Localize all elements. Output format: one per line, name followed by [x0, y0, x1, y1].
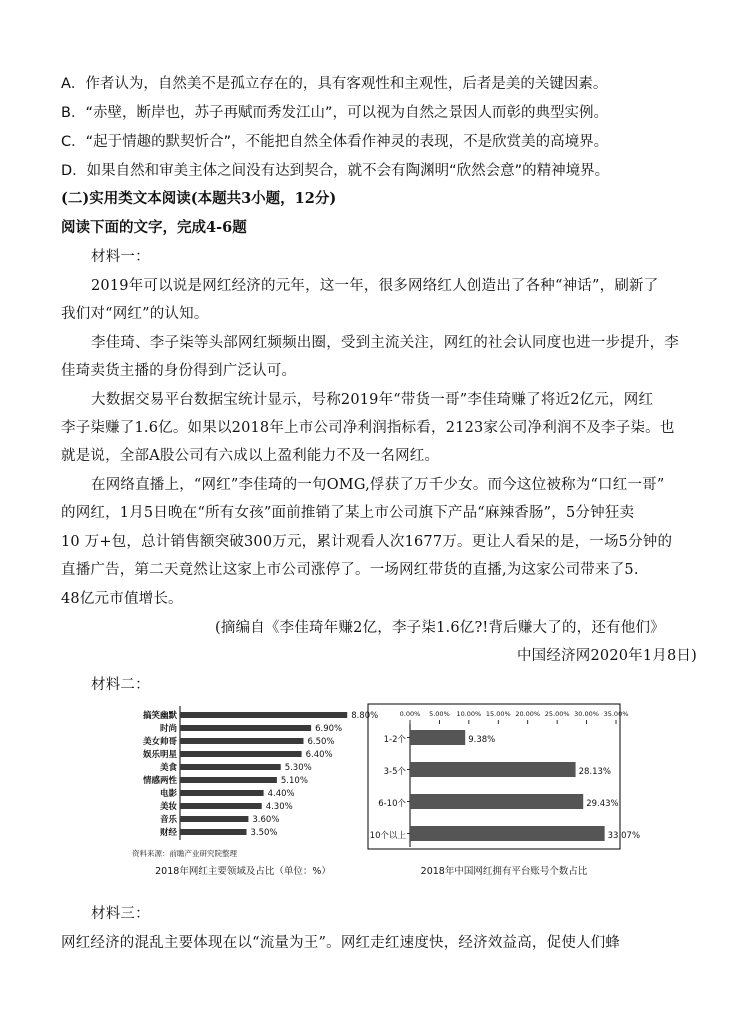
category-label: 6-10个: [378, 799, 406, 809]
category-label: 美女帅哥: [142, 737, 177, 747]
value-label: 33.07%: [607, 831, 641, 841]
value-label: 6.50%: [307, 737, 335, 747]
category-label: 美食: [159, 763, 177, 773]
bar: [410, 762, 576, 777]
value-label: 6.90%: [315, 724, 343, 734]
m3-line: 网红经济的混乱主要体现在以“流量为王”。网红走红速度快，经济效益高，促使人们蜂: [61, 935, 621, 951]
chart-title: 2018年中国网红拥有平台账号个数占比: [420, 866, 588, 877]
m1-line: 大数据交易平台数据宝统计显示，号称2019年“带货一哥”李佳琦赚了将近2亿元，网红: [91, 392, 654, 408]
source-citation: (摘编自《李佳琦年赚2亿，李子柒1.6亿?!背后赚大了的，还有他们》: [215, 620, 665, 636]
category-label: 音乐: [159, 815, 177, 825]
chart-source-note: 资料来源：前瞻产业研究院整理: [132, 849, 237, 858]
bar: [410, 730, 465, 745]
m1-line: 10 万+包，总计销售额突破300万元，累计观看人次1677万。更让人看呆的是，一场5分钟的: [61, 534, 673, 550]
category-label: 3-5个: [383, 767, 406, 777]
instruction: 阅读下面的文字，完成4-6题: [61, 219, 247, 236]
m1-line: 在网络直播上，“网红”李佳琦的一句OMG,俘获了万千少女。而今这位被称为“口红一哥”: [91, 477, 665, 493]
tick-label: 20.00%: [515, 710, 541, 718]
m1-line: 48亿元市值增长。: [61, 591, 183, 607]
category-label: 情感两性: [142, 776, 177, 786]
value-label: 9.38%: [468, 735, 496, 745]
m1-line: 佳琦卖货主播的身份得到广泛认可。: [61, 363, 297, 379]
value-label: 6.40%: [305, 750, 333, 760]
bar: [180, 803, 262, 809]
category-label: 10个以上: [369, 831, 406, 841]
m1-line: 李佳琦、李子柒等头部网红频频出圈，受到主流关注，网红的社会认同度也进一步提升，李: [91, 335, 679, 351]
material1-label: 材料一：: [91, 249, 150, 265]
chart-title: 2018年网红主要领域及占比（单位：%）: [155, 866, 331, 877]
category-label: 时尚: [159, 724, 177, 734]
value-label: 5.10%: [280, 776, 308, 786]
bar: [180, 816, 248, 822]
material3-label: 材料三：: [91, 906, 150, 922]
m1-line: 直播广告，第二天竟然让这家上市公司涨停了。一场网红带货的直播,为这家公司带来了5.: [61, 562, 639, 578]
m1-line: 就是说，全部A股公司有六成以上盈利能力不及一名网红。: [61, 448, 440, 464]
category-label: 电影: [159, 789, 177, 799]
option-b: B．“赤壁，断岸也，苏子再赋而秀发江山”，可以视为自然之景因人而彰的典型实例。: [61, 105, 608, 121]
tick-label: 0.00%: [399, 710, 421, 718]
tick-label: 30.00%: [574, 710, 599, 718]
category-label: 娱乐明星: [142, 750, 177, 760]
bar: [180, 712, 347, 718]
tick-label: 5.00%: [429, 710, 450, 718]
category-label: 美妆: [159, 802, 177, 812]
value-label: 5.30%: [284, 763, 312, 773]
category-label: 1-2个: [383, 735, 406, 745]
m1-line: 我们对“网红”的认知。: [61, 306, 209, 322]
bar: [410, 826, 605, 841]
tick-label: 25.00%: [544, 710, 570, 718]
m1-line: 的网红，1月5日晚在“所有女孩”面前推销了某上市公司旗下产品“麻辣香肠”，5分钟狂卖: [61, 505, 635, 521]
tick-label: 10.00%: [456, 710, 482, 718]
value-label: 8.80%: [351, 711, 379, 721]
m1-line: 李子柒赚了1.6亿。如果以2018年上市公司净利润指标看，2123家公司净利润不及李子柒。也: [61, 420, 675, 436]
value-label: 3.50%: [250, 828, 278, 838]
section-title: (二)实用类文本阅读(本题共3小题，12分): [61, 190, 337, 207]
value-label: 4.40%: [267, 789, 295, 799]
bar: [180, 751, 302, 757]
tick-label: 15.00%: [485, 710, 511, 718]
tick-label: 35.00%: [603, 710, 629, 718]
value-label: 3.60%: [252, 815, 280, 825]
option-d: D．如果自然和审美主体之间没有达到契合，就不会有陶渊明“欣然会意”的精神境界。: [61, 163, 610, 179]
category-label: 搞笑幽默: [142, 711, 177, 721]
bar: [410, 794, 583, 809]
value-label: 28.13%: [578, 767, 611, 777]
bar: [180, 829, 247, 835]
option-c: C．“起于情趣的默契忻合”，不能把自然全体看作神灵的表现，不是欣赏美的高境界。: [61, 134, 609, 150]
value-label: 4.30%: [265, 802, 293, 812]
chart-accounts: [366, 702, 641, 882]
category-label: 财经: [159, 828, 177, 838]
m1-line: 2019年可以说是网红经济的元年，这一年，很多网络红人创造出了各种“神话”，刷新了: [91, 278, 659, 294]
option-a: A．作者认为，自然美不是孤立存在的，具有客观性和主观性，后者是美的关键因素。: [61, 76, 608, 92]
material2-label: 材料二：: [91, 677, 150, 693]
chart-domains: [118, 702, 379, 882]
value-label: 29.43%: [586, 799, 619, 809]
bar: [180, 764, 281, 770]
bar: [180, 738, 304, 744]
bar: [180, 777, 277, 783]
bar: [180, 725, 311, 731]
bar: [180, 790, 264, 796]
source-date: 中国经济网2020年1月8日): [516, 648, 697, 664]
